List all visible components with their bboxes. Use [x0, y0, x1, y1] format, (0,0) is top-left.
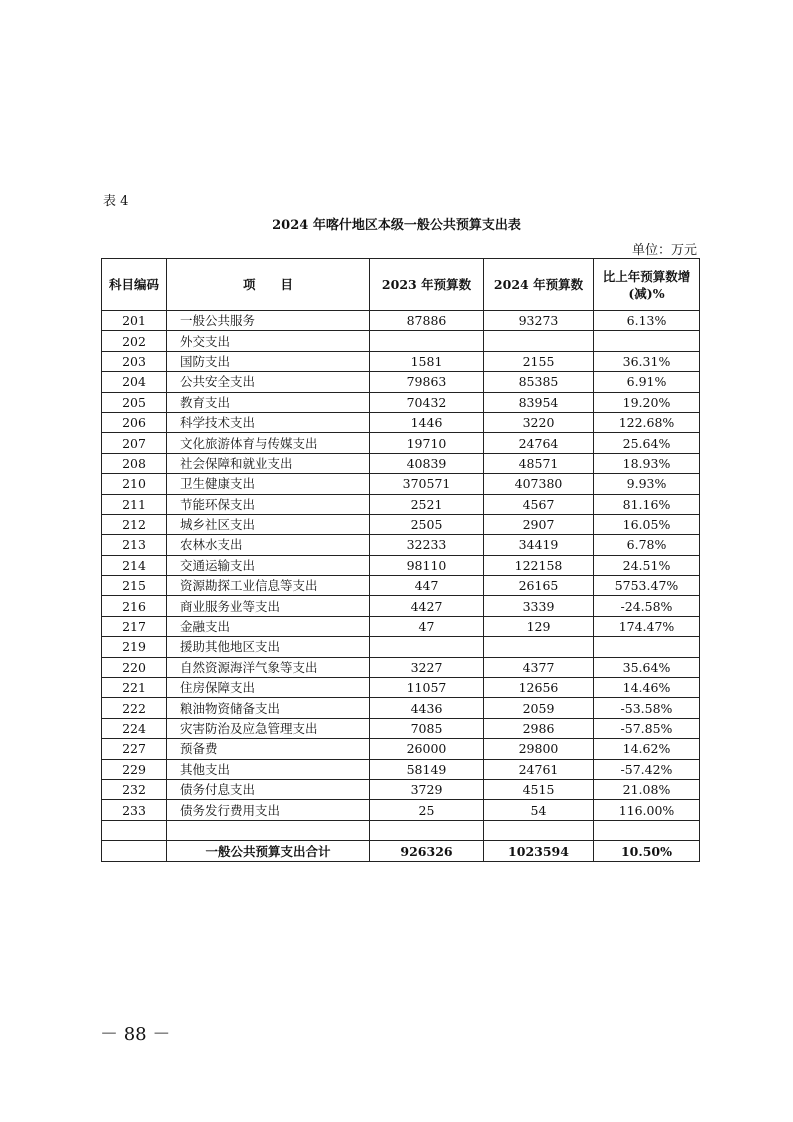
- table-row: [102, 535, 700, 555]
- cell-2023: [370, 820, 484, 840]
- cell-change: 16.05%: [594, 514, 700, 534]
- cell-code: 224: [102, 718, 167, 738]
- header-change: 比上年预算数增(减)%: [594, 259, 700, 311]
- cell-name: 国防支出: [167, 351, 370, 371]
- table-row: [102, 718, 700, 738]
- cell-name: 粮油物资储备支出: [167, 698, 370, 718]
- cell-change: -57.42%: [594, 759, 700, 779]
- header-2024: 2024 年预算数: [484, 259, 594, 311]
- cell-code: 207: [102, 433, 167, 453]
- cell-change: 18.93%: [594, 453, 700, 473]
- cell-name: 预备费: [167, 739, 370, 759]
- cell-2024: 129: [484, 616, 594, 636]
- cell-2023: 98110: [370, 555, 484, 575]
- table-row: [102, 412, 700, 432]
- cell-change: 19.20%: [594, 392, 700, 412]
- cell-code: 221: [102, 678, 167, 698]
- table-row: [102, 494, 700, 514]
- cell-2024: 83954: [484, 392, 594, 412]
- table-row: [102, 820, 700, 840]
- cell-name: 灾害防治及应急管理支出: [167, 718, 370, 738]
- table-row: [102, 616, 700, 636]
- cell-change: 35.64%: [594, 657, 700, 677]
- cell-2024: 4515: [484, 779, 594, 799]
- cell-code: 210: [102, 474, 167, 494]
- cell-code: 204: [102, 372, 167, 392]
- cell-change: 116.00%: [594, 800, 700, 820]
- cell-code: 206: [102, 412, 167, 432]
- cell-name: 文化旅游体育与传媒支出: [167, 433, 370, 453]
- cell-name: 援助其他地区支出: [167, 637, 370, 657]
- header-row: [102, 259, 700, 311]
- cell-code: 202: [102, 331, 167, 351]
- cell-change: 5753.47%: [594, 576, 700, 596]
- cell-2023: 32233: [370, 535, 484, 555]
- cell-2023: 7085: [370, 718, 484, 738]
- cell-change: -57.85%: [594, 718, 700, 738]
- cell-change: 81.16%: [594, 494, 700, 514]
- table-row: [102, 331, 700, 351]
- cell-change: -24.58%: [594, 596, 700, 616]
- table-row: [102, 657, 700, 677]
- cell-name: 农林水支出: [167, 535, 370, 555]
- table-row: [102, 555, 700, 575]
- cell-change: 6.91%: [594, 372, 700, 392]
- cell-2024: 2155: [484, 351, 594, 371]
- cell-2023: 3729: [370, 779, 484, 799]
- cell-2023: 926326: [370, 841, 484, 862]
- cell-2023: 19710: [370, 433, 484, 453]
- table-row: [102, 698, 700, 718]
- cell-2023: 4436: [370, 698, 484, 718]
- cell-name: 资源勘探工业信息等支出: [167, 576, 370, 596]
- cell-name: 债务付息支出: [167, 779, 370, 799]
- table-row: [102, 514, 700, 534]
- cell-change: 9.93%: [594, 474, 700, 494]
- cell-2024: 2907: [484, 514, 594, 534]
- header-code: 科目编码: [102, 259, 167, 311]
- cell-2024: 93273: [484, 311, 594, 331]
- cell-2023: 47: [370, 616, 484, 636]
- cell-2023: 87886: [370, 311, 484, 331]
- cell-name: 住房保障支出: [167, 678, 370, 698]
- total-row: [102, 841, 700, 862]
- header-2023: 2023 年预算数: [370, 259, 484, 311]
- cell-2024: [484, 331, 594, 351]
- cell-2024: 2059: [484, 698, 594, 718]
- cell-code: 208: [102, 453, 167, 473]
- page-number: － 88 －: [100, 1024, 171, 1045]
- cell-2023: 2521: [370, 494, 484, 514]
- cell-name: 债务发行费用支出: [167, 800, 370, 820]
- cell-code: 213: [102, 535, 167, 555]
- cell-2024: 29800: [484, 739, 594, 759]
- cell-2024: 26165: [484, 576, 594, 596]
- cell-name: 一般公共预算支出合计: [167, 841, 370, 862]
- cell-change: 24.51%: [594, 555, 700, 575]
- cell-code: 203: [102, 351, 167, 371]
- cell-2024: 3339: [484, 596, 594, 616]
- table-row: [102, 392, 700, 412]
- budget-table: [101, 258, 700, 862]
- table-row: [102, 800, 700, 820]
- cell-code: 220: [102, 657, 167, 677]
- cell-2024: [484, 820, 594, 840]
- cell-code: 232: [102, 779, 167, 799]
- cell-code: 216: [102, 596, 167, 616]
- cell-change: 122.68%: [594, 412, 700, 432]
- cell-name: [167, 820, 370, 840]
- table-row: [102, 372, 700, 392]
- cell-change: [594, 820, 700, 840]
- cell-code: 233: [102, 800, 167, 820]
- cell-name: 教育支出: [167, 392, 370, 412]
- cell-2023: 40839: [370, 453, 484, 473]
- cell-change: 6.78%: [594, 535, 700, 555]
- cell-2024: 12656: [484, 678, 594, 698]
- cell-code: 217: [102, 616, 167, 636]
- cell-name: 社会保障和就业支出: [167, 453, 370, 473]
- cell-2023: [370, 637, 484, 657]
- table-row: [102, 637, 700, 657]
- cell-name: 其他支出: [167, 759, 370, 779]
- cell-2023: 1446: [370, 412, 484, 432]
- cell-2024: 122158: [484, 555, 594, 575]
- cell-2024: [484, 637, 594, 657]
- table-row: [102, 311, 700, 331]
- cell-change: [594, 331, 700, 351]
- cell-2024: 24761: [484, 759, 594, 779]
- cell-2023: 79863: [370, 372, 484, 392]
- cell-2023: [370, 331, 484, 351]
- table-label: 表 4: [103, 194, 129, 209]
- cell-2024: 1023594: [484, 841, 594, 862]
- cell-2024: 54: [484, 800, 594, 820]
- cell-2023: 11057: [370, 678, 484, 698]
- cell-change: 174.47%: [594, 616, 700, 636]
- cell-2023: 25: [370, 800, 484, 820]
- cell-code: 222: [102, 698, 167, 718]
- cell-2023: 58149: [370, 759, 484, 779]
- cell-2024: 3220: [484, 412, 594, 432]
- cell-2024: 407380: [484, 474, 594, 494]
- cell-name: 交通运输支出: [167, 555, 370, 575]
- cell-change: 6.13%: [594, 311, 700, 331]
- cell-2023: 2505: [370, 514, 484, 534]
- table-row: [102, 779, 700, 799]
- cell-name: 城乡社区支出: [167, 514, 370, 534]
- table-row: [102, 453, 700, 473]
- cell-2023: 4427: [370, 596, 484, 616]
- cell-change: 36.31%: [594, 351, 700, 371]
- cell-name: 科学技术支出: [167, 412, 370, 432]
- page-title: 2024 年喀什地区本级一般公共预算支出表: [272, 218, 521, 233]
- cell-change: 21.08%: [594, 779, 700, 799]
- cell-change: [594, 637, 700, 657]
- cell-name: 外交支出: [167, 331, 370, 351]
- cell-name: 金融支出: [167, 616, 370, 636]
- table-row: [102, 759, 700, 779]
- table-row: [102, 678, 700, 698]
- cell-code: 201: [102, 311, 167, 331]
- cell-code: 211: [102, 494, 167, 514]
- cell-code: 214: [102, 555, 167, 575]
- unit-label: 单位：万元: [631, 243, 697, 258]
- cell-code: 215: [102, 576, 167, 596]
- cell-2023: 370571: [370, 474, 484, 494]
- cell-2023: 70432: [370, 392, 484, 412]
- table-row: [102, 596, 700, 616]
- cell-2023: 1581: [370, 351, 484, 371]
- cell-change: 14.46%: [594, 678, 700, 698]
- cell-2023: 3227: [370, 657, 484, 677]
- table-row: [102, 474, 700, 494]
- cell-change: -53.58%: [594, 698, 700, 718]
- cell-name: 商业服务业等支出: [167, 596, 370, 616]
- table-row: [102, 351, 700, 371]
- cell-2023: 447: [370, 576, 484, 596]
- table-row: [102, 739, 700, 759]
- cell-code: 205: [102, 392, 167, 412]
- cell-2024: 34419: [484, 535, 594, 555]
- cell-2024: 4377: [484, 657, 594, 677]
- cell-name: 自然资源海洋气象等支出: [167, 657, 370, 677]
- cell-name: 节能环保支出: [167, 494, 370, 514]
- cell-name: 卫生健康支出: [167, 474, 370, 494]
- cell-2024: 24764: [484, 433, 594, 453]
- table-body: [102, 311, 700, 862]
- cell-code: [102, 841, 167, 862]
- cell-name: 公共安全支出: [167, 372, 370, 392]
- cell-code: 227: [102, 739, 167, 759]
- cell-change: 10.50%: [594, 841, 700, 862]
- cell-code: 219: [102, 637, 167, 657]
- header-item: 项 目: [167, 259, 370, 311]
- cell-2024: 48571: [484, 453, 594, 473]
- cell-code: 229: [102, 759, 167, 779]
- cell-code: [102, 820, 167, 840]
- cell-2024: 2986: [484, 718, 594, 738]
- cell-change: 14.62%: [594, 739, 700, 759]
- cell-2023: 26000: [370, 739, 484, 759]
- cell-change: 25.64%: [594, 433, 700, 453]
- table-row: [102, 433, 700, 453]
- table-row: [102, 576, 700, 596]
- cell-code: 212: [102, 514, 167, 534]
- cell-name: 一般公共服务: [167, 311, 370, 331]
- cell-2024: 4567: [484, 494, 594, 514]
- cell-2024: 85385: [484, 372, 594, 392]
